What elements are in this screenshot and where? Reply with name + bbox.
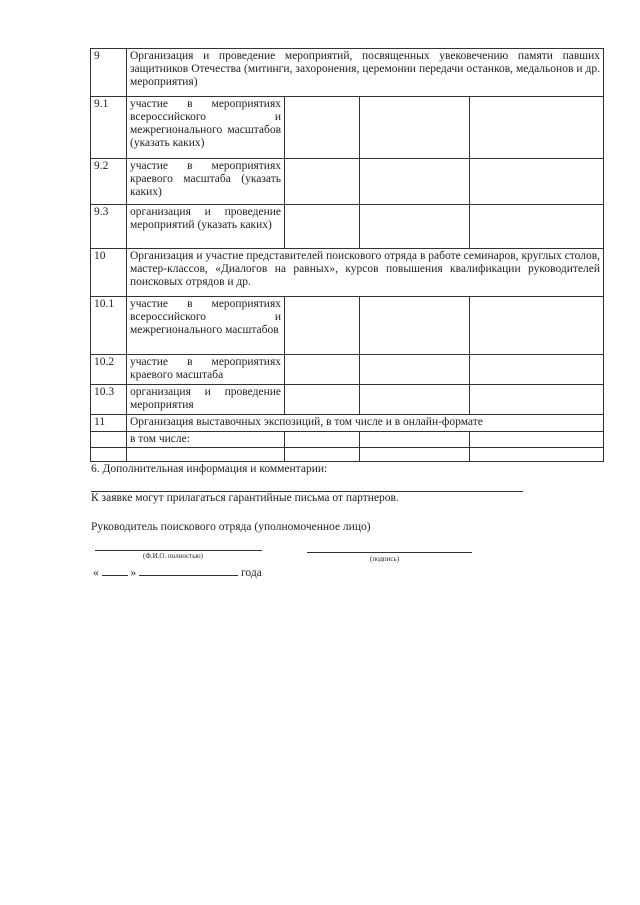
signature-line[interactable]	[307, 552, 472, 553]
activity-table	[90, 48, 604, 462]
table-row	[91, 159, 604, 205]
table-cell[interactable]	[285, 205, 360, 249]
row-number	[91, 432, 127, 448]
table-cell[interactable]	[360, 97, 470, 159]
table-cell[interactable]	[360, 448, 470, 462]
table-row	[91, 448, 604, 462]
table-cell[interactable]	[285, 97, 360, 159]
table-cell[interactable]	[470, 159, 604, 205]
signature-caption: (подпись)	[370, 555, 400, 563]
table-cell[interactable]	[285, 355, 360, 385]
row-text: участие в мероприятиях краевого масштаба (указать каких)	[127, 159, 285, 205]
row-number: 9.1	[91, 97, 127, 159]
year-word: года	[241, 567, 262, 579]
table-row	[91, 297, 604, 355]
row-number: 11	[91, 415, 127, 432]
row-text: Организация и участие представителей поискового отряда в работе семинаров, круглых столов, мастер-классов, «Диалогов на равных», курсов повышения квалификации руководителей поисковых отрядов и др.	[127, 249, 604, 297]
table-row	[91, 249, 604, 297]
row-number: 9	[91, 49, 127, 97]
table-cell[interactable]	[470, 385, 604, 415]
date-row	[93, 565, 262, 579]
table-cell[interactable]	[285, 448, 360, 462]
fio-caption: (Ф.И.О. полностью)	[143, 552, 203, 560]
row-number: 9.2	[91, 159, 127, 205]
row-text: Организация выставочных экспозиций, в том числе и в онлайн-формате	[127, 415, 604, 432]
row-number: 10.1	[91, 297, 127, 355]
table-cell[interactable]	[285, 385, 360, 415]
month-field[interactable]	[139, 565, 238, 576]
table-row	[91, 49, 604, 97]
table-cell[interactable]	[360, 385, 470, 415]
table-cell[interactable]	[360, 297, 470, 355]
table-cell[interactable]	[360, 432, 470, 448]
row-number: 10	[91, 249, 127, 297]
table-cell[interactable]	[285, 159, 360, 205]
fio-line[interactable]	[95, 550, 262, 551]
table-row	[91, 432, 604, 448]
table-row	[91, 205, 604, 249]
table-cell[interactable]	[285, 297, 360, 355]
table-cell[interactable]	[285, 432, 360, 448]
table-cell[interactable]	[360, 205, 470, 249]
table-cell[interactable]	[470, 205, 604, 249]
section-6-heading: 6. Дополнительная информация и комментарии:	[91, 463, 328, 475]
table-row	[91, 97, 604, 159]
row-text: участие в мероприятиях всероссийского и межрегионального масштабов (указать каких)	[127, 97, 285, 159]
row-number: 10.3	[91, 385, 127, 415]
row-text: Организация и проведение мероприятий, посвященных увековечению памяти павших защитников Отечества (митинги, захоронения, церемонии передачи останков, медальонов и др. мероприятия)	[127, 49, 604, 97]
row-text: организация и проведение мероприятий (указать каких)	[127, 205, 285, 249]
row-text: организация и проведение мероприятия	[127, 385, 285, 415]
table-cell[interactable]	[470, 297, 604, 355]
table-row	[91, 385, 604, 415]
table-row	[91, 355, 604, 385]
table-cell[interactable]	[470, 97, 604, 159]
row-number: 9.3	[91, 205, 127, 249]
table-cell[interactable]	[360, 355, 470, 385]
table-cell[interactable]	[360, 159, 470, 205]
head-label: Руководитель поискового отряда (уполномоченное лицо)	[91, 521, 371, 533]
row-number	[91, 448, 127, 462]
table-row	[91, 415, 604, 432]
row-text: в том числе:	[127, 432, 285, 448]
date-open-quote: «	[93, 567, 99, 579]
guarantee-note: К заявке могут прилагаться гарантийные письма от партнеров.	[91, 492, 399, 504]
table-cell[interactable]	[470, 432, 604, 448]
row-number: 10.2	[91, 355, 127, 385]
day-field[interactable]	[102, 565, 128, 576]
date-close-quote: »	[130, 567, 137, 579]
row-text: участие в мероприятиях всероссийского и межрегионального масштабов	[127, 297, 285, 355]
row-text: участие в мероприятиях краевого масштаба	[127, 355, 285, 385]
table-cell[interactable]	[470, 448, 604, 462]
table-cell[interactable]	[470, 355, 604, 385]
row-text	[127, 448, 285, 462]
